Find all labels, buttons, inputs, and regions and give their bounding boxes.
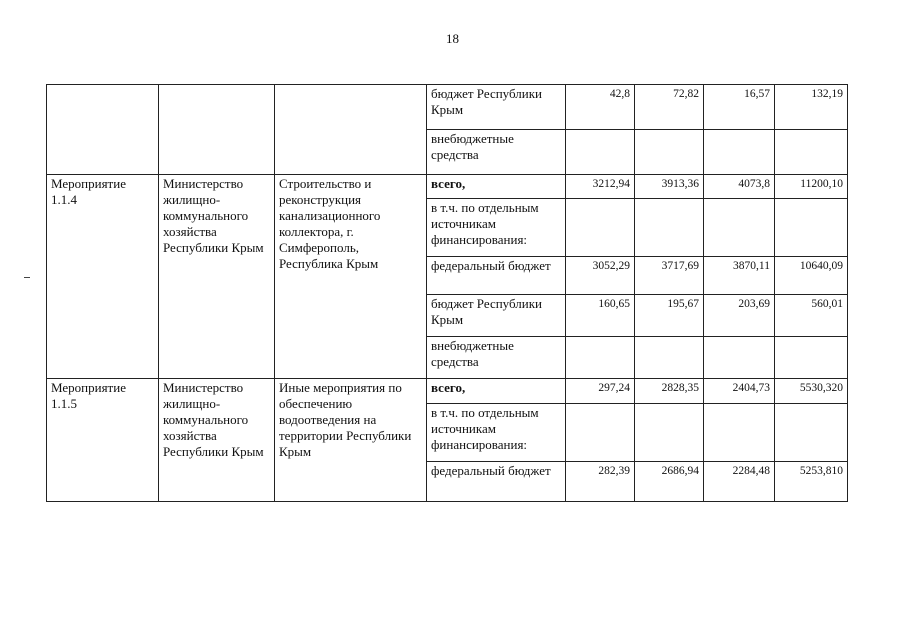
executor-cell: Министерство жилищно-коммунального хозяйства Республики Крым xyxy=(159,379,275,502)
value-cell: 3717,69 xyxy=(635,257,704,295)
source-cell: внебюджетные средства xyxy=(427,130,566,175)
value-cell: 16,57 xyxy=(704,85,775,130)
value-cell: 3212,94 xyxy=(566,175,635,199)
measure-cell: Мероприятие 1.1.5 xyxy=(47,379,159,502)
value-cell xyxy=(704,130,775,175)
name-cell: Строительство и реконструкция канализационного коллектора, г. Симферополь, Республика Крым xyxy=(275,175,427,379)
measure-cell: Мероприятие 1.1.4 xyxy=(47,175,159,379)
value-cell xyxy=(775,337,848,379)
financing-table xyxy=(46,84,848,502)
value-cell xyxy=(635,199,704,257)
value-cell xyxy=(566,337,635,379)
value-cell: 2828,35 xyxy=(635,379,704,404)
source-cell: в т.ч. по отдельным источникам финансирования: xyxy=(427,404,566,462)
page-number: 18 xyxy=(446,31,459,46)
value-cell: 2686,94 xyxy=(635,462,704,502)
value-cell: 282,39 xyxy=(566,462,635,502)
value-cell: 5530,320 xyxy=(775,379,848,404)
value-cell xyxy=(775,404,848,462)
source-cell: федеральный бюджет xyxy=(427,257,566,295)
scan-mark xyxy=(24,277,30,278)
value-cell xyxy=(704,337,775,379)
value-cell: 4073,8 xyxy=(704,175,775,199)
value-cell: 3870,11 xyxy=(704,257,775,295)
measure-cell xyxy=(47,85,159,175)
name-cell xyxy=(275,85,427,175)
source-cell: бюджет Республики Крым xyxy=(427,295,566,337)
source-cell: всего, xyxy=(427,175,566,199)
value-cell: 5253,810 xyxy=(775,462,848,502)
executor-cell: Министерство жилищно-коммунального хозяйства Республики Крым xyxy=(159,175,275,379)
value-cell: 203,69 xyxy=(704,295,775,337)
value-cell: 195,67 xyxy=(635,295,704,337)
value-cell: 3913,36 xyxy=(635,175,704,199)
source-cell: в т.ч. по отдельным источникам финансирования: xyxy=(427,199,566,257)
source-cell: всего, xyxy=(427,379,566,404)
value-cell xyxy=(635,337,704,379)
value-cell xyxy=(635,130,704,175)
value-cell xyxy=(704,199,775,257)
value-cell: 2404,73 xyxy=(704,379,775,404)
value-cell: 132,19 xyxy=(775,85,848,130)
value-cell: 297,24 xyxy=(566,379,635,404)
value-cell: 560,01 xyxy=(775,295,848,337)
source-cell: внебюджетные средства xyxy=(427,337,566,379)
value-cell: 160,65 xyxy=(566,295,635,337)
executor-cell xyxy=(159,85,275,175)
value-cell xyxy=(775,199,848,257)
value-cell: 11200,10 xyxy=(775,175,848,199)
table-row xyxy=(47,85,848,130)
table-row xyxy=(47,379,848,404)
value-cell xyxy=(566,404,635,462)
value-cell: 10640,09 xyxy=(775,257,848,295)
value-cell: 3052,29 xyxy=(566,257,635,295)
value-cell: 2284,48 xyxy=(704,462,775,502)
value-cell xyxy=(635,404,704,462)
value-cell: 72,82 xyxy=(635,85,704,130)
name-cell: Иные мероприятия по обеспечению водоотведения на территории Республики Крым xyxy=(275,379,427,502)
value-cell xyxy=(566,199,635,257)
value-cell xyxy=(775,130,848,175)
value-cell: 42,8 xyxy=(566,85,635,130)
value-cell xyxy=(704,404,775,462)
table-row xyxy=(47,175,848,199)
value-cell xyxy=(566,130,635,175)
source-cell: федеральный бюджет xyxy=(427,462,566,502)
source-cell: бюджет Республики Крым xyxy=(427,85,566,130)
